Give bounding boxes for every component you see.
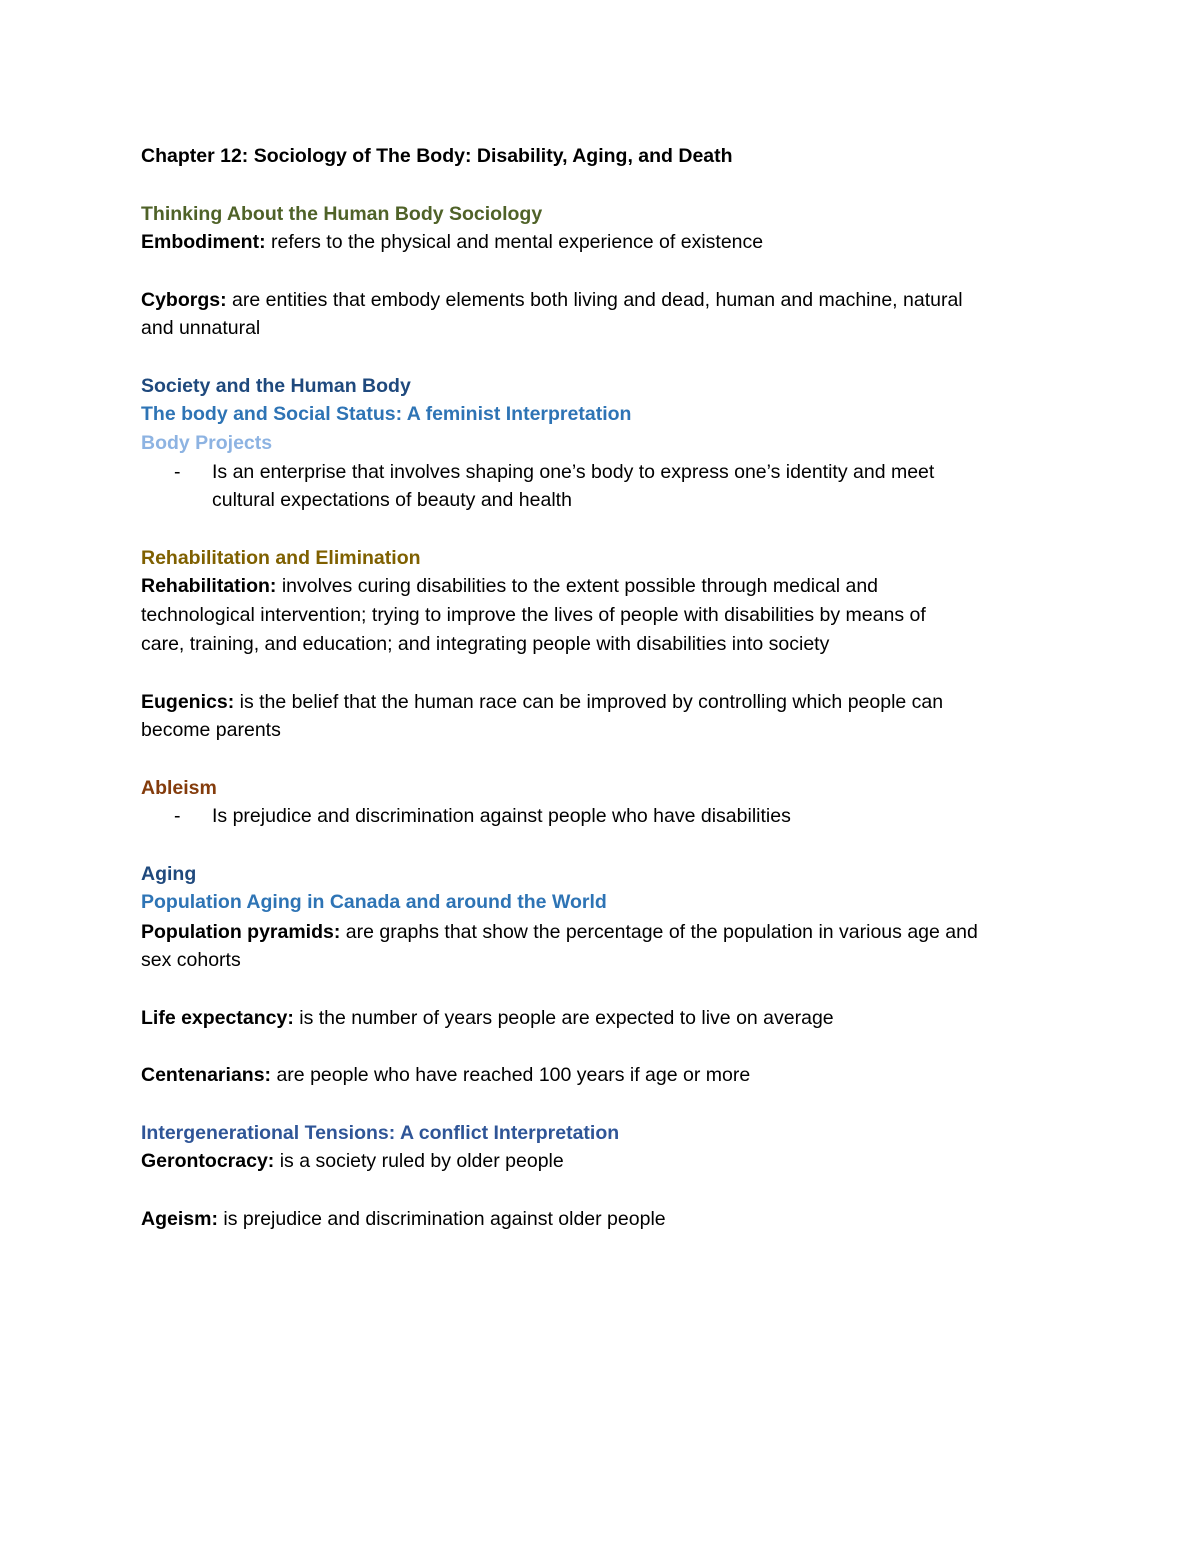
def-eugenics-line1: is the belief that the human race can be improved by controlling which people can	[234, 691, 944, 713]
def-eugenics-line2: become parents	[141, 719, 281, 741]
term-life-expectancy: Life expectancy:	[141, 1007, 294, 1029]
def-embodiment: refers to the physical and mental experience of existence	[265, 231, 764, 253]
subheading-population-aging: Population Aging in Canada and around the World	[141, 891, 607, 913]
def-cyborgs-line1: are entities that embody elements both living and dead, human and machine, natural	[226, 289, 963, 311]
definition-embodiment	[141, 228, 763, 256]
definition-centenarians	[141, 1061, 750, 1089]
section-heading-ableism: Ableism	[141, 777, 217, 799]
subheading-feminist: The body and Social Status: A feminist Interpretation	[141, 403, 632, 425]
section-heading-rehab: Rehabilitation and Elimination	[141, 547, 421, 569]
section-heading-aging: Aging	[141, 863, 197, 885]
def-population-pyramids-line1: are graphs that show the percentage of the population in various age and	[340, 921, 978, 943]
term-cyborgs: Cyborgs:	[141, 289, 227, 311]
def-cyborgs-line2: and unnatural	[141, 317, 261, 339]
term-population-pyramids: Population pyramids:	[141, 921, 341, 943]
def-life-expectancy: is the number of years people are expected to live on average	[293, 1007, 834, 1029]
section-heading-intergenerational: Intergenerational Tensions: A conflict Interpretation	[141, 1122, 620, 1144]
bullet-dash: -	[174, 805, 181, 827]
term-eugenics: Eugenics:	[141, 691, 235, 713]
term-gerontocracy: Gerontocracy:	[141, 1150, 275, 1172]
term-ageism: Ageism:	[141, 1208, 218, 1230]
def-population-pyramids-line2: sex cohorts	[141, 949, 241, 971]
def-gerontocracy: is a society ruled by older people	[274, 1150, 564, 1172]
chapter-title: Chapter 12: Sociology of The Body: Disability, Aging, and Death	[141, 145, 733, 167]
definition-cyborgs	[141, 286, 963, 314]
def-centenarians: are people who have reached 100 years if age or more	[271, 1064, 751, 1086]
definition-eugenics	[141, 688, 943, 716]
term-centenarians: Centenarians:	[141, 1064, 272, 1086]
section-heading-society: Society and the Human Body	[141, 375, 411, 397]
term-embodiment: Embodiment:	[141, 231, 266, 253]
term-rehabilitation: Rehabilitation:	[141, 575, 277, 597]
def-ageism: is prejudice and discrimination against older people	[217, 1208, 666, 1230]
bullet-body-projects-line2: cultural expectations of beauty and health	[212, 489, 572, 511]
def-rehabilitation-line2: technological intervention; trying to improve the lives of people with disabilities by means of	[141, 604, 926, 626]
section-heading-thinking: Thinking About the Human Body Sociology	[141, 203, 543, 225]
definition-life-expectancy	[141, 1004, 834, 1032]
bullet-body-projects-line1: Is an enterprise that involves shaping one’s body to express one’s identity and meet	[212, 461, 935, 483]
bullet-ableism: Is prejudice and discrimination against people who have disabilities	[212, 805, 791, 827]
definition-ageism	[141, 1205, 666, 1233]
def-rehabilitation-line1: involves curing disabilities to the extent possible through medical and	[276, 575, 879, 597]
bullet-dash: -	[174, 461, 181, 483]
minor-heading-body-projects: Body Projects	[141, 432, 273, 454]
definition-rehabilitation	[141, 572, 878, 600]
def-rehabilitation-line3: care, training, and education; and integrating people with disabilities into society	[141, 633, 830, 655]
definition-gerontocracy	[141, 1147, 564, 1175]
definition-population-pyramids	[141, 918, 978, 946]
